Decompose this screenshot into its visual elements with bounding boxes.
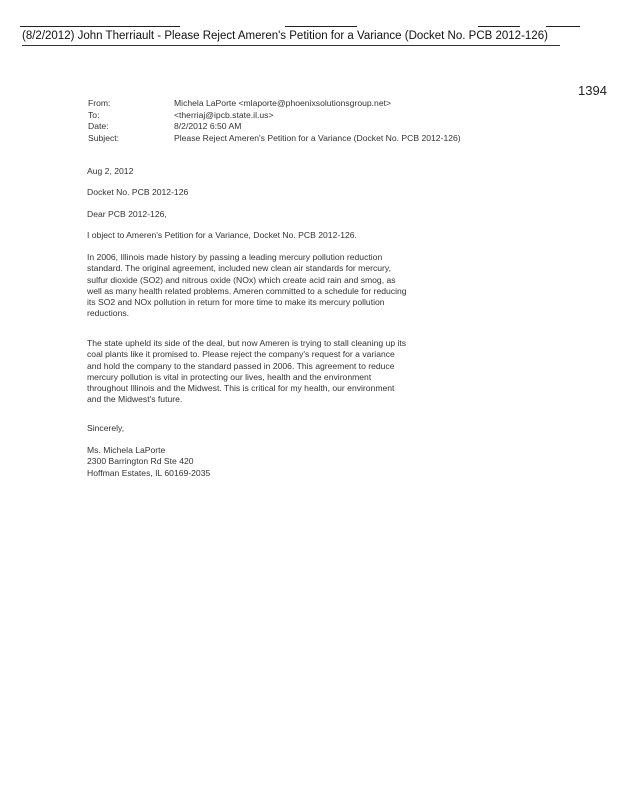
subject-value: Please Reject Ameren's Petition for a Variance (Docket No. PCB 2012-126) [174,132,461,143]
to-label: To: [88,109,100,120]
letter-salutation: Dear PCB 2012-126, [87,209,167,219]
signer-name: Ms. Michela LaPorte [87,445,166,455]
scan-artifact-line [478,26,520,27]
header-underline [22,45,560,46]
scan-artifact-line [285,26,357,27]
from-label: From: [88,98,111,108]
letter-closing: Sincerely, [87,423,125,433]
document-header-title: (8/2/2012) John Therriault - Please Reject Ameren's Petition for a Variance (Docket No. PCB 2012-126) [22,30,548,42]
date-label: Date: [88,121,109,131]
scan-artifact-line [546,26,580,27]
document-header [22,30,548,42]
date-value: 8/2/2012 6:50 AM [174,121,242,131]
page-number: 1394 [578,83,607,98]
letter-date: Aug 2, 2012 [87,166,134,176]
to-value: <therriaj@ipcb.state.il.us> [174,109,274,120]
signer-address-line-1: 2300 Barrington Rd Ste 420 [87,456,194,467]
letter-docket: Docket No. PCB 2012-126 [87,187,189,197]
from-value: Michela LaPorte <mlaporte@phoenixsolutionsgroup.net> [174,98,392,108]
subject-label: Subject: [88,132,120,143]
letter-opening: I object to Ameren's Petition for a Variance, Docket No. PCB 2012-126. [87,230,357,240]
signer-address-line-2: Hoffman Estates, IL 60169-2035 [87,467,211,478]
letter-paragraph-1: In 2006, Illinois made history by passing a leading mercury pollution reduction standard. The original agreement, included new clean air standards for mercury, sulfur dioxide (SO2) and nitrous oxide (NOx) which create acid rain and smog, as well as many health related problems. Ameren committed to a schedule for reducing its SO2 and NOx pollution in return for more time to make its mercury pollution reductions. [87,252,407,319]
scan-artifact-line [20,26,180,27]
letter-paragraph-2: The state upheld its side of the deal, but now Ameren is trying to stall cleaning up its coal plants like it promised to. Please reject the company's request for a variance and hold the company to the standard passed in 2006. This agreement to reduce mercury pollution is vital in protecting our lives, health and the environment throughout Illinois and the Midwest. This is critical for my health, our environment and the Midwest's future. [87,338,407,405]
letter-signature [87,445,407,479]
